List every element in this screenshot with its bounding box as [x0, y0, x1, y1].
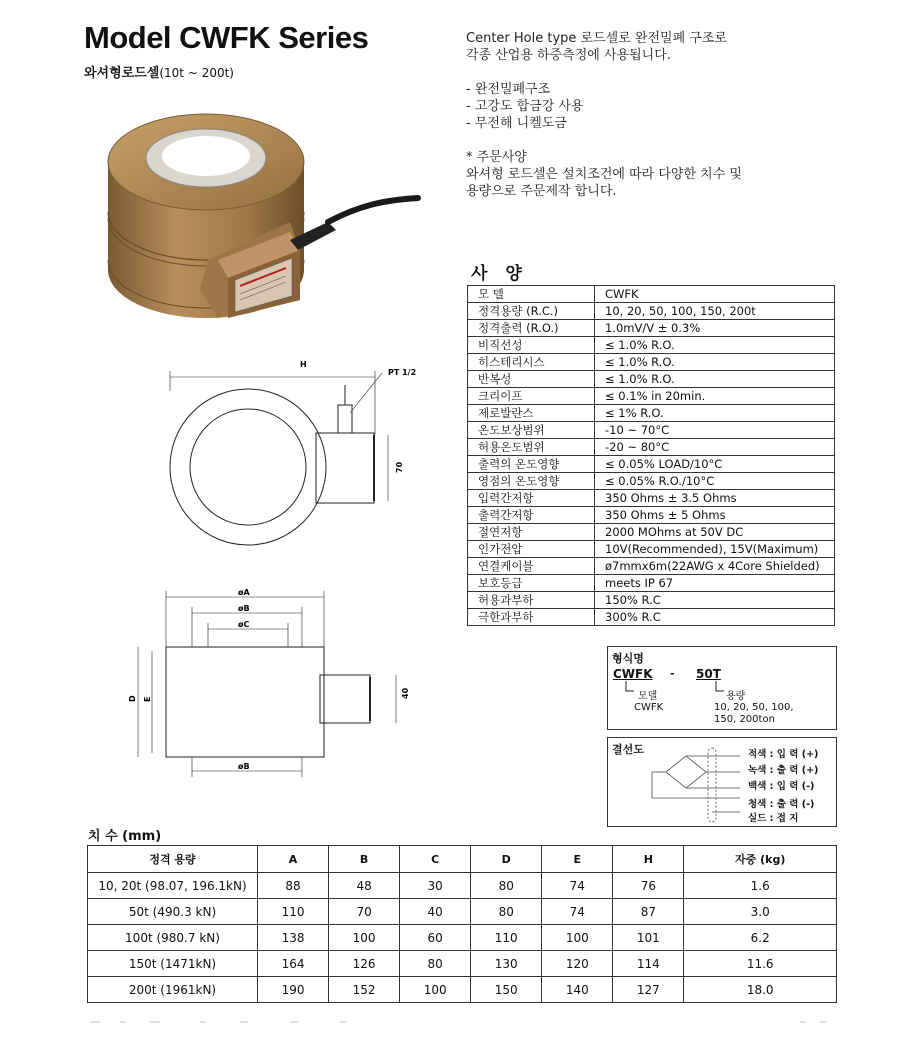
dims-cell: 100	[400, 977, 471, 1003]
bridge-circuit-icon	[646, 742, 746, 824]
model-box-label: 형식명	[612, 652, 644, 665]
spec-value: 350 Ohms ± 3.5 Ohms	[595, 490, 835, 507]
spec-value: 300% R.C	[595, 609, 835, 626]
spec-key: 반복성	[468, 371, 595, 388]
spec-key: 비직선성	[468, 337, 595, 354]
capacity-caption: 용량	[726, 691, 746, 702]
wire-shield: 실드 : 접 지	[748, 813, 799, 824]
dims-cell: 74	[542, 873, 613, 899]
spec-row	[468, 524, 835, 541]
dims-cell: 164	[258, 951, 329, 977]
wiring-diagram-box	[607, 737, 837, 827]
feature-item: - 무전해 니켈도금	[466, 116, 567, 131]
dims-cell: 87	[613, 899, 684, 925]
capacity-cell: 50t (490.3 kN)	[88, 899, 258, 925]
model-value: CWFK	[634, 702, 664, 713]
dims-cell: 114	[613, 951, 684, 977]
table-row	[88, 977, 837, 1003]
spec-row	[468, 405, 835, 422]
dims-column-header: C	[400, 846, 471, 873]
dims-cell: 30	[400, 873, 471, 899]
spec-heading: 사 양	[471, 264, 528, 284]
spec-value: ≤ 1.0% R.O.	[595, 354, 835, 371]
dims-cell: 40	[400, 899, 471, 925]
spec-value: 10V(Recommended), 15V(Maximum)	[595, 541, 835, 558]
order-title: * 주문사양	[466, 150, 527, 165]
page-title: Model CWFK Series	[84, 20, 369, 55]
capacity-cell: 10, 20t (98.07, 196.1kN)	[88, 873, 258, 899]
dim-d-label: D	[128, 695, 137, 702]
dims-cell: 150	[471, 977, 542, 1003]
spec-row	[468, 439, 835, 456]
spec-value: ≤ 0.05% R.O./10°C	[595, 473, 835, 490]
spec-value: 10, 20, 50, 100, 150, 200t	[595, 303, 835, 320]
dims-cell: 100	[329, 925, 400, 951]
dims-cell: 80	[471, 899, 542, 925]
wire-red: 적색 : 입 력 (+)	[748, 749, 819, 760]
table-row	[88, 951, 837, 977]
intro-line: Center Hole type 로드셀로 완전밀폐 구조로	[466, 31, 727, 46]
dims-cell: 11.6	[684, 951, 837, 977]
capacity-values-line1: 10, 20, 50, 100,	[714, 702, 794, 713]
dim-a-label: øA	[238, 588, 250, 597]
dimensions-table	[87, 845, 837, 1003]
spec-key: 모 델	[468, 286, 595, 303]
spec-value: ≤ 1.0% R.O.	[595, 371, 835, 388]
dims-cell: 127	[613, 977, 684, 1003]
dim-40-label: 40	[401, 687, 410, 699]
footer-marks	[90, 1018, 840, 1026]
dims-cell: 126	[329, 951, 400, 977]
spec-key: 허용온도범위	[468, 439, 595, 456]
spec-row	[468, 456, 835, 473]
dims-column-header: 정격 용량	[88, 846, 258, 873]
spec-row	[468, 303, 835, 320]
spec-row	[468, 337, 835, 354]
dims-cell: 120	[542, 951, 613, 977]
spec-row	[468, 507, 835, 524]
dims-cell: 110	[258, 899, 329, 925]
feature-item: - 고강도 합금강 사용	[466, 99, 584, 114]
spec-key: 히스테리시스	[468, 354, 595, 371]
spec-row	[468, 575, 835, 592]
subtitle-range: (10t ~ 200t)	[159, 66, 234, 80]
capacity-cell: 200t (1961kN)	[88, 977, 258, 1003]
dims-cell: 60	[400, 925, 471, 951]
spec-row	[468, 558, 835, 575]
spec-key: 정격출력 (R.O.)	[468, 320, 595, 337]
dims-cell: 190	[258, 977, 329, 1003]
dims-column-header: H	[613, 846, 684, 873]
dim-pt-label: PT 1/2	[388, 368, 417, 377]
spec-value: ≤ 0.1% in 20min.	[595, 388, 835, 405]
spec-row	[468, 371, 835, 388]
dims-column-header: D	[471, 846, 542, 873]
intro-text	[466, 30, 742, 200]
table-row	[88, 899, 837, 925]
dims-cell: 140	[542, 977, 613, 1003]
spec-value: ≤ 0.05% LOAD/10°C	[595, 456, 835, 473]
top-view-drawing	[150, 355, 450, 565]
subtitle-korean: 와셔형로드셀	[84, 66, 160, 81]
spec-value: 1.0mV/V ± 0.3%	[595, 320, 835, 337]
wiring-label: 결선도	[612, 743, 644, 756]
spec-value: -10 ~ 70°C	[595, 422, 835, 439]
capacity-cell: 150t (1471kN)	[88, 951, 258, 977]
spec-value: ø7mmx6m(22AWG x 4Core Shielded)	[595, 558, 835, 575]
spec-key: 극한과부하	[468, 609, 595, 626]
dims-cell: 3.0	[684, 899, 837, 925]
dims-cell: 152	[329, 977, 400, 1003]
model-designation-box	[607, 646, 837, 730]
order-line: 와셔형 로드셀은 설치조건에 따라 다양한 치수 및	[466, 167, 742, 182]
dims-cell: 74	[542, 899, 613, 925]
spec-key: 보호등급	[468, 575, 595, 592]
model-code: CWFK	[613, 667, 653, 681]
dims-cell: 6.2	[684, 925, 837, 951]
spec-table	[467, 285, 835, 626]
dims-cell: 80	[400, 951, 471, 977]
spec-row	[468, 541, 835, 558]
dims-cell: 48	[329, 873, 400, 899]
spec-row	[468, 422, 835, 439]
dim-e-label: E	[143, 696, 152, 702]
dim-b-bottom-label: øB	[238, 762, 250, 771]
dims-cell: 70	[329, 899, 400, 925]
spec-key: 연결케이블	[468, 558, 595, 575]
spec-key: 제로발란스	[468, 405, 595, 422]
spec-key: 출력간저항	[468, 507, 595, 524]
dims-cell: 101	[613, 925, 684, 951]
capacity-cell: 100t (980.7 kN)	[88, 925, 258, 951]
feature-item: - 완전밀폐구조	[466, 82, 551, 97]
spec-value: ≤ 1% R.O.	[595, 405, 835, 422]
spec-key: 출력의 온도영향	[468, 456, 595, 473]
spec-row	[468, 592, 835, 609]
dims-cell: 138	[258, 925, 329, 951]
dim-c-label: øC	[238, 620, 250, 629]
model-caption: 모델	[638, 691, 658, 702]
spec-row	[468, 609, 835, 626]
dims-column-header: 자중 (kg)	[684, 846, 837, 873]
spec-key: 인가전압	[468, 541, 595, 558]
dims-cell: 88	[258, 873, 329, 899]
wire-blue: 청색 : 출 력 (-)	[748, 799, 815, 810]
spec-row	[468, 490, 835, 507]
spec-value: meets IP 67	[595, 575, 835, 592]
capacity-values-line2: 150, 200ton	[714, 714, 775, 725]
dim-b-label: øB	[238, 604, 250, 613]
spec-row	[468, 354, 835, 371]
dims-cell: 110	[471, 925, 542, 951]
dim-70-label: 70	[395, 461, 404, 473]
dim-h-label: H	[300, 360, 307, 369]
spec-key: 입력간저항	[468, 490, 595, 507]
load-cell-photo	[100, 100, 430, 330]
spec-value: -20 ~ 80°C	[595, 439, 835, 456]
dims-cell: 130	[471, 951, 542, 977]
spec-value: 150% R.C	[595, 592, 835, 609]
page-subtitle	[84, 62, 234, 81]
spec-row	[468, 388, 835, 405]
spec-row	[468, 473, 835, 490]
spec-value: 350 Ohms ± 5 Ohms	[595, 507, 835, 524]
spec-key: 정격용량 (R.C.)	[468, 303, 595, 320]
spec-value: CWFK	[595, 286, 835, 303]
spec-key: 온도보상범위	[468, 422, 595, 439]
dims-cell: 80	[471, 873, 542, 899]
spec-key: 크리이프	[468, 388, 595, 405]
capacity-code: 50T	[696, 667, 721, 681]
side-view-drawing	[120, 585, 420, 780]
spec-key: 허용과부하	[468, 592, 595, 609]
dimensions-heading: 치 수 (mm)	[88, 829, 162, 844]
dims-column-header: B	[329, 846, 400, 873]
dims-cell: 1.6	[684, 873, 837, 899]
order-line: 용량으로 주문제작 합니다.	[466, 184, 617, 199]
dims-column-header: A	[258, 846, 329, 873]
spec-key: 영점의 온도영향	[468, 473, 595, 490]
model-dash: -	[670, 667, 675, 680]
spec-row	[468, 286, 835, 303]
dims-cell: 100	[542, 925, 613, 951]
spec-key: 절연저항	[468, 524, 595, 541]
spec-value: ≤ 1.0% R.O.	[595, 337, 835, 354]
wire-white: 백색 : 입 력 (-)	[748, 781, 815, 792]
table-row	[88, 873, 837, 899]
table-row	[88, 925, 837, 951]
wire-green: 녹색 : 출 력 (+)	[748, 765, 819, 776]
intro-line: 각종 산업용 하중측정에 사용됩니다.	[466, 48, 671, 63]
dims-cell: 18.0	[684, 977, 837, 1003]
spec-row	[468, 320, 835, 337]
spec-value: 2000 MOhms at 50V DC	[595, 524, 835, 541]
dims-cell: 76	[613, 873, 684, 899]
dims-column-header: E	[542, 846, 613, 873]
